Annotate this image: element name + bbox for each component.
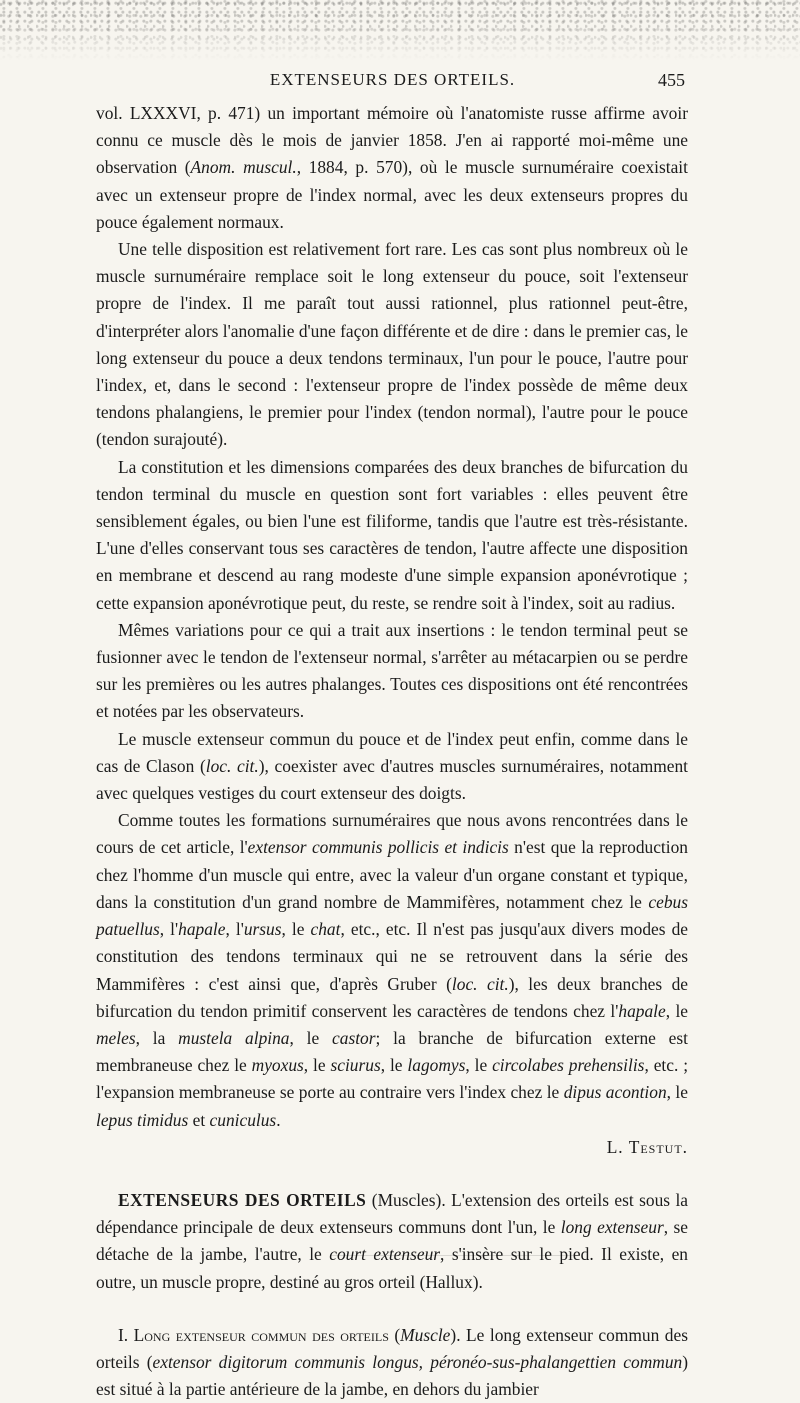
page-header [100,70,685,96]
subsection-title: Long extenseur commun des orteils [133,1324,389,1345]
subsection-paragraph: I. Long extenseur commun des orteils (Muscle). Le long extenseur commun des orteils (extensor digitorum communis longus, péronéo-sus-phalangettien commun) est situé à la partie antérieure de la jambe, en dehors du jambier [96,1324,689,1400]
page-number: 455 [658,70,685,90]
section-spacer [96,1161,688,1187]
paragraph-4: Mêmes variations pour ce qui a trait aux insertions : le tendon terminal peut se fusionner avec le tendon de l'extenseur normal, s'arrêter au métacarpien ou se perdre sur les premières ou les autres phalanges. Toutes ces dispositions ont été rencontrées et notées par les observateurs. [96,619,688,722]
section-heading-paragraph: EXTENSEURS DES ORTEILS (Muscles). L'extension des orteils est sous la dépendance principale de deux extenseurs communs dont l'un, le long extenseur, se détache de la jambe, l'autre, le court extenseur, s'insère sur le pied. Il existe, en outre, un muscle propre, destiné au gros orteil (Hallux). [96,1189,689,1292]
paragraph-6: Comme toutes les formations surnuméraires que nous avons rencontrées dans le cours de cet article, l'extensor communis pollicis et indicis n'est que la reproduction chez l'homme d'un muscle qui entre, avec la valeur d'un organe constant et typique, dans la constitution d'un grand nombre de Mammifères, notamment chez le cebus patuellus, l'hapale, l'ursus, le chat, etc., etc. Il n'est pas jusqu'aux divers modes de constitution des tendons terminaux qui ne se retrouvent dans la série des Mammifères : c'est ainsi que, d'après Gruber (loc. cit.), les deux branches de bifurcation du tendon primitif conservent les caractères de tendons chez l'hapale, le meles, la mustela alpina, le castor; la branche de bifurcation externe est membraneuse chez le myoxus, le sciurus, le lagomys, le circolabes prehensilis, etc. ; l'expansion membraneuse se porte au contraire vers l'index chez le dipus acontion, le lepus timidus et cuniculus. [96,810,689,1130]
subsection-spacer [96,1296,688,1322]
paragraph-5: Le muscle extenseur commun du pouce et de l'index peut enfin, comme dans le cas de Clason (loc. cit.), coexister avec d'autres muscles surnuméraires, notamment avec quelques vestiges du court extenseur des doigts. [96,728,688,804]
paragraph-1: vol. LXXXVI, p. 471) un important mémoire où l'anatomiste russe affirme avoir connu ce muscle dès le mois de janvier 1858. J'en ai rapporté moi-même une observation (Anom. muscul., 1884, p. 570), où le muscle surnuméraire coexistait avec un extenseur propre de l'index normal, avec les deux extenseurs propres du pouce également normaux. [96,103,688,232]
running-title: EXTENSEURS DES ORTEILS. [269,70,516,89]
author-signature: L. Testut. [606,1136,688,1157]
section-title: EXTENSEURS DES ORTEILS [118,1189,367,1210]
scan-noise [0,0,800,60]
paragraph-3: La constitution et les dimensions comparées des deux branches de bifurcation du tendon terminal du muscle en question sont fort variables : elles peuvent être sensiblement égales, ou bien l'une est filiforme, tandis que l'autre est très-résistante. L'une d'elles conservant tous ses caractères de tendon, l'autre affecte une disposition en membrane et descend au rang modeste d'une simple expansion aponévrotique ; cette expansion aponévrotique peut, du reste, se rendre soit à l'index, soit au radius. [96,456,688,613]
body-text [96,100,688,1403]
scan-artifact-line [330,1255,580,1256]
paragraph-2: Une telle disposition est relativement fort rare. Les cas sont plus nombreux où le muscle surnuméraire remplace soit le long extenseur du pouce, soit l'extenseur propre de l'index. Il me paraît tout aussi rationnel, plus rationnel peut-être, d'interpréter alors l'anomalie d'une façon différente et de dire : dans le premier cas, le long extenseur du pouce a deux tendons terminaux, l'un pour le pouce, l'autre pour l'index, et, dans le second : l'extenseur propre de l'index possède de même deux tendons phalangiens, le premier pour l'index (tendon normal), l'autre pour le pouce (tendon surajouté). [96,239,688,450]
